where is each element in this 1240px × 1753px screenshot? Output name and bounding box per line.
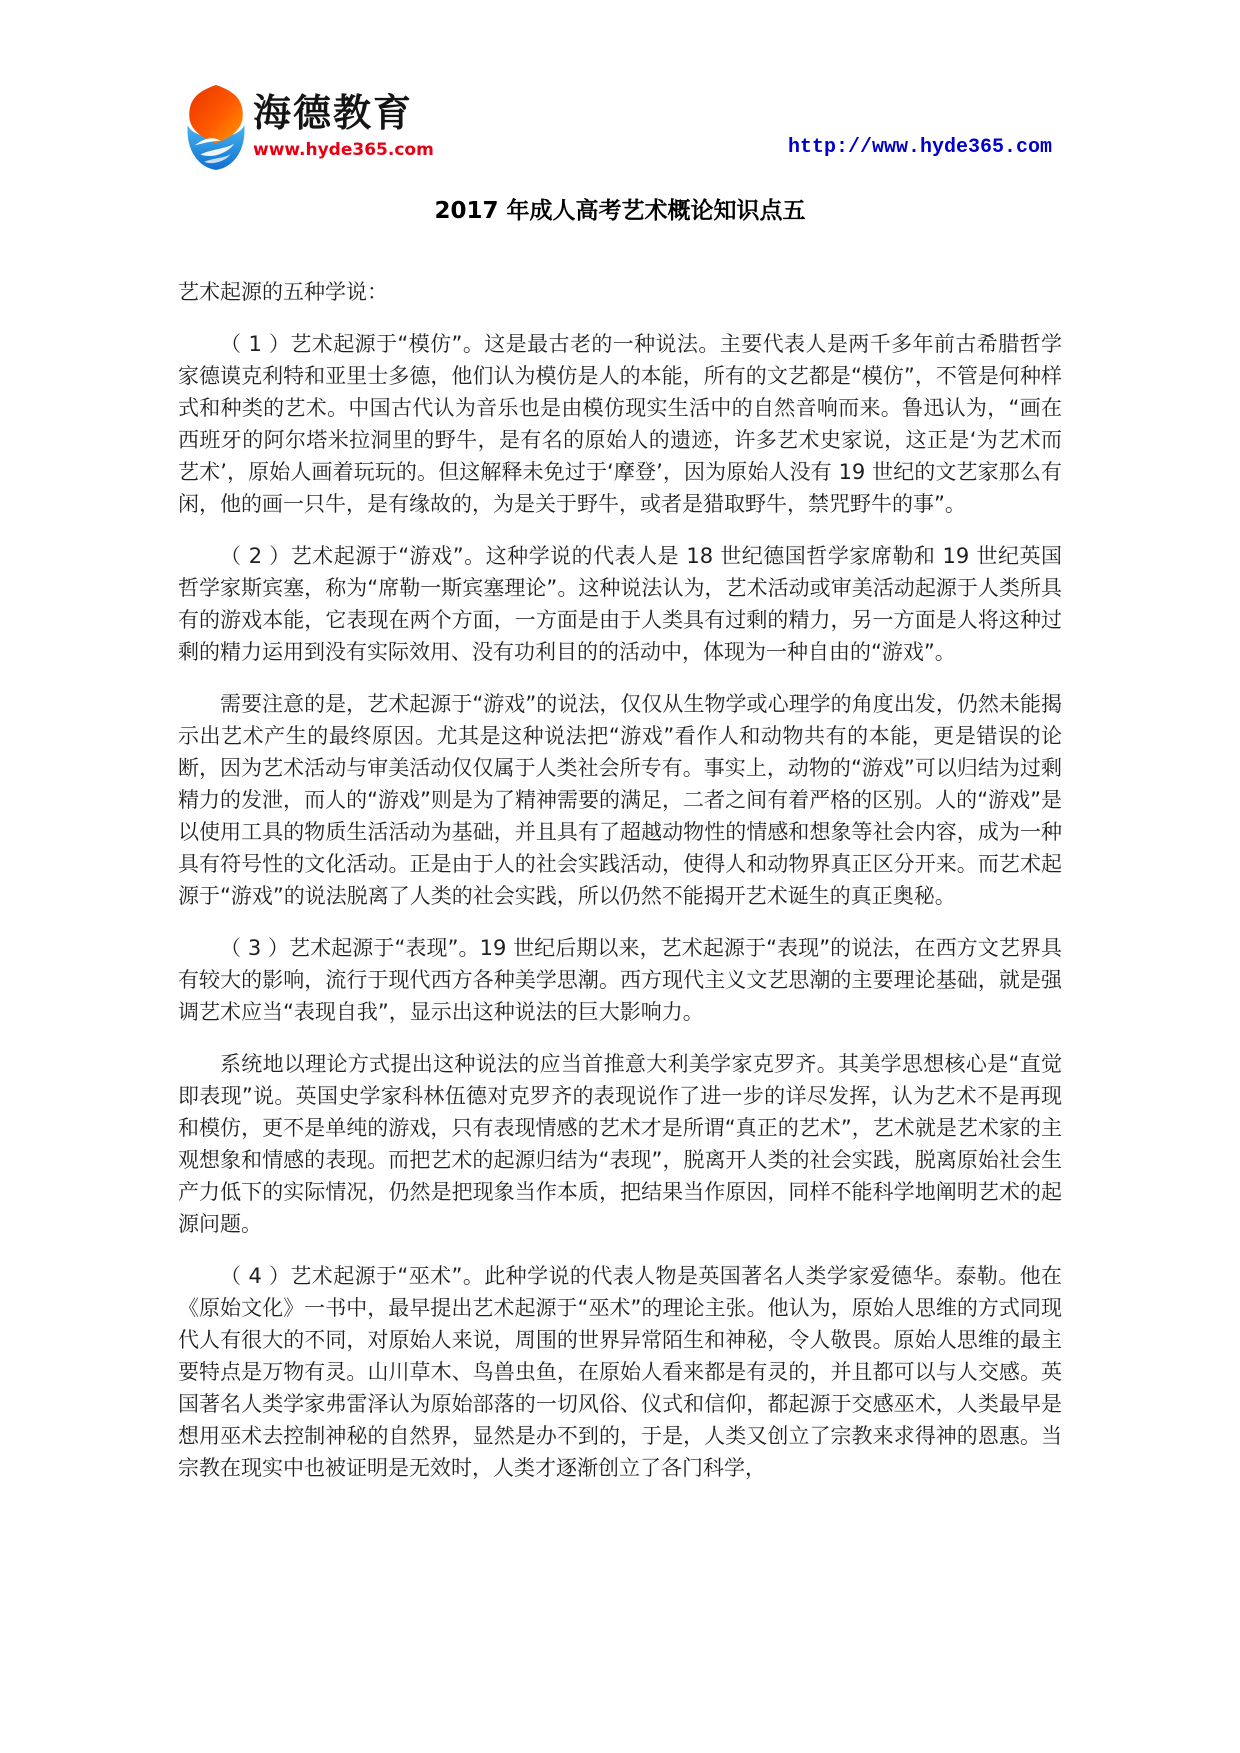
document-title: 2017 年成人高考艺术概论知识点五: [434, 198, 806, 224]
header-logo: [184, 82, 434, 172]
paragraph: （ 1 ）艺术起源于“模仿”。这是最古老的一种说法。主要代表人是两千多年前古希腊哲学家德谟克利特和亚里士多德，他们认为模仿是人的本能，所有的文艺都是“模仿”，不管是何种样式和种类的艺术。中国古代认为音乐也是由模仿现实生活中的自然音响而来。鲁迅认为，“画在西班牙的阿尔塔米拉洞里的野牛，是有名的原始人的遗迹，许多艺术史家说，这正是‘为艺术而艺术’，原始人画着玩玩的。但这解释未免过于‘摩登’，因为原始人没有 19 世纪的文艺家那么有闲，他的画一只牛，是有缘故的，为是关于野牛，或者是猎取野牛，禁咒野牛的事”。: [178, 332, 1062, 516]
hyde-education-logo-icon: [184, 82, 248, 172]
paragraph: 系统地以理论方式提出这种说法的应当首推意大利美学家克罗齐。其美学思想核心是“直觉即表现”说。英国史学家科林伍德对克罗齐的表现说作了进一步的详尽发挥，认为艺术不是再现和模仿，更不是单纯的游戏，只有表现情感的艺术才是所谓“真正的艺术”，艺术就是艺术家的主观想象和情感的表现。而把艺术的起源归结为“表现”，脱离开人类的社会实践，脱离原始社会生产力低下的实际情况，仍然是把现象当作本质，把结果当作原因，同样不能科学地阐明艺术的起源问题。: [178, 1052, 1062, 1236]
paragraph: （ 4 ）艺术起源于“巫术”。此种学说的代表人物是英国著名人类学家爱德华。泰勒。他在《原始文化》一书中，最早提出艺术起源于“巫术”的理论主张。他认为，原始人思维的方式同现代人有很大的不同，对原始人来说，周围的世界异常陌生和神秘，令人敬畏。原始人思维的最主要特点是万物有灵。山川草木、鸟兽虫鱼，在原始人看来都是有灵的，并且都可以与人交感。英国著名人类学家弗雷泽认为原始部落的一切风俗、仪式和信仰，都起源于交感巫术，人类最早是想用巫术去控制神秘的自然界，显然是办不到的，于是，人类又创立了宗教来求得神的恩惠。当宗教在现实中也被证明是无效时，人类才逐渐创立了各门科学，: [178, 1264, 1062, 1480]
paragraph: 艺术起源的五种学说：: [178, 280, 388, 304]
logo-brand-name: 海德教育: [253, 91, 414, 135]
site-hyperlink[interactable]: http://www.hyde365.com: [788, 136, 1053, 159]
logo-website-text: www.hyde365.com: [253, 140, 434, 160]
paragraph: （ 3 ）艺术起源于“表现”。19 世纪后期以来，艺术起源于“表现”的说法，在西方文艺界具有较大的影响，流行于现代西方各种美学思潮。西方现代主义文艺思潮的主要理论基础，就是强调艺术应当“表现自我”，显示出这种说法的巨大影响力。: [178, 936, 1062, 1024]
document-body: [178, 196, 1062, 1504]
paragraph: 需要注意的是，艺术起源于“游戏”的说法，仅仅从生物学或心理学的角度出发，仍然未能揭示出艺术产生的最终原因。尤其是这种说法把“游戏”看作人和动物共有的本能，更是错误的论断，因为艺术活动与审美活动仅仅属于人类社会所专有。事实上，动物的“游戏”可以归结为过剩精力的发泄，而人的“游戏”则是为了精神需要的满足，二者之间有着严格的区别。人的“游戏”是以使用工具的物质生活活动为基础，并且具有了超越动物性的情感和想象等社会内容，成为一种具有符号性的文化活动。正是由于人的社会实践活动，使得人和动物界真正区分开来。而艺术起源于“游戏”的说法脱离了人类的社会实践，所以仍然不能揭开艺术诞生的真正奥秘。: [178, 692, 1062, 908]
paragraph: （ 2 ）艺术起源于“游戏”。这种学说的代表人是 18 世纪德国哲学家席勒和 19 世纪英国哲学家斯宾塞，称为“席勒一斯宾塞理论”。这种说法认为，艺术活动或审美活动起源于人类所具有的游戏本能，它表现在两个方面，一方面是由于人类具有过剩的精力，另一方面是人将这种过剩的精力运用到没有实际效用、没有功利目的的活动中，体现为一种自由的“游戏”。: [178, 544, 1062, 664]
paragraph-list: [178, 276, 1062, 1484]
logo-text-block: [253, 88, 434, 160]
